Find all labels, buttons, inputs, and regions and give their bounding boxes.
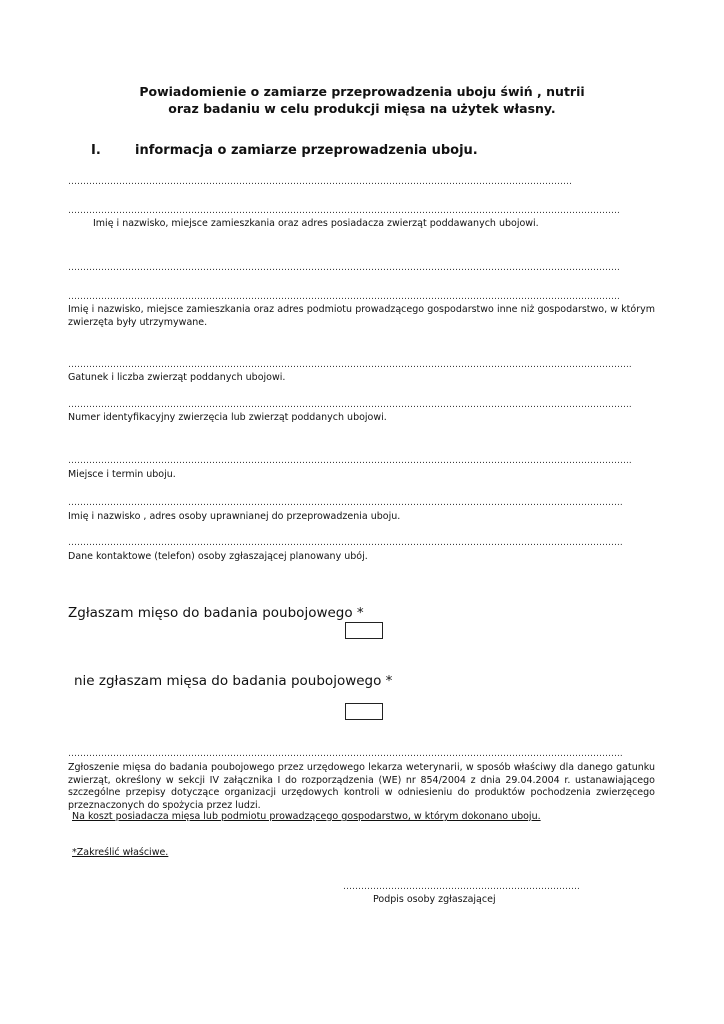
field-label-entity: Imię i nazwisko, miejsce zamieszkania oraz adres podmiotu prowadzącego gospodarstwo inne niż gospodarstwo, w którym zwierzęta były utrzymywane. (68, 304, 655, 328)
dotted-line[interactable]: …………………………………………………………………………………………………………………………………………………………………. (68, 292, 620, 302)
dotted-line[interactable]: ………………………………………………………………………………………………………………………………………………………………….. (68, 538, 623, 548)
footnote: *Zakreślić właściwe. (72, 847, 169, 858)
document-title-line-2: oraz badaniu w celu produkcji mięsa na użytek własny. (168, 101, 556, 116)
field-label-authorized: Imię i nazwisko , adres osoby uprawnianej do przeprowadzenia uboju. (68, 511, 401, 522)
signature-label: Podpis osoby zgłaszającej (373, 894, 496, 905)
field-label-contact: Dane kontaktowe (telefon) osoby zgłaszającej planowany ubój. (68, 551, 368, 562)
field-label-place-date: Miejsce i termin uboju. (68, 469, 176, 480)
field-label-id-number: Numer identyfikacyjny zwierzęcia lub zwierząt poddanych ubojowi. (68, 412, 387, 423)
dotted-line[interactable]: ………………………………………………………………………………………………………………………………………………………………….. (68, 749, 623, 759)
dotted-line[interactable]: …………………………………………………………………………………………………………………………………………………………………. (68, 206, 620, 216)
section-heading: informacja o zamiarze przeprowadzenia uboju. (135, 143, 478, 158)
field-label-owner: Imię i nazwisko, miejsce zamieszkania oraz adres posiadacza zwierząt poddawanych ubojowi. (93, 218, 539, 229)
section-number: I. (91, 143, 101, 158)
dotted-line[interactable]: …………………………………………………………………………………………………………………………………………………………………….. (68, 400, 632, 410)
signature-line[interactable]: ……………………………………………………………………. (343, 882, 580, 892)
dotted-line[interactable]: …………………………………………………………………………………………………………………………………………………………………. (68, 263, 620, 273)
no-report-checkbox[interactable] (345, 703, 383, 720)
cost-note: Na koszt posiadacza mięsa lub podmiotu prowadzącego gospodarstwo, w którym dokonano uboju. (72, 811, 541, 822)
dotted-line[interactable]: …………………………………………………………………………………………………………………………………………………………………….. (68, 456, 632, 466)
field-label-species: Gatunek i liczba zwierząt poddanych ubojowi. (68, 372, 286, 383)
option-report-label: Zgłaszam mięso do badania poubojowego * (68, 605, 364, 621)
dotted-line[interactable]: …………………………………………………………………………………………………………………………………………………… (68, 177, 572, 187)
document-title-line-1: Powiadomienie o zamiarze przeprowadzenia uboju świń , nutrii (139, 84, 585, 99)
report-checkbox[interactable] (345, 622, 383, 639)
dotted-line[interactable]: …………………………………………………………………………………………………………………………………………………………………….. (68, 360, 632, 370)
dotted-line[interactable]: ………………………………………………………………………………………………………………………………………………………………….. (68, 498, 623, 508)
option-no-report-label: nie zgłaszam mięsa do badania poubojowego * (74, 673, 393, 689)
note-paragraph: Zgłoszenie mięsa do badania poubojowego przez urzędowego lekarza weterynarii, w sposób właściwy dla danego gatunku zwierząt, określony w sekcji IV załącznika I do rozporządzenia (WE) nr 854/2004 z dnia 29.04.2004 r. ustanawiającego szczególne przepisy dotyczące organizacji urzędowych kontroli w odniesieniu do produktów pochodzenia zwierzęcego przeznaczonych do spożycia przez ludzi. (68, 762, 655, 811)
